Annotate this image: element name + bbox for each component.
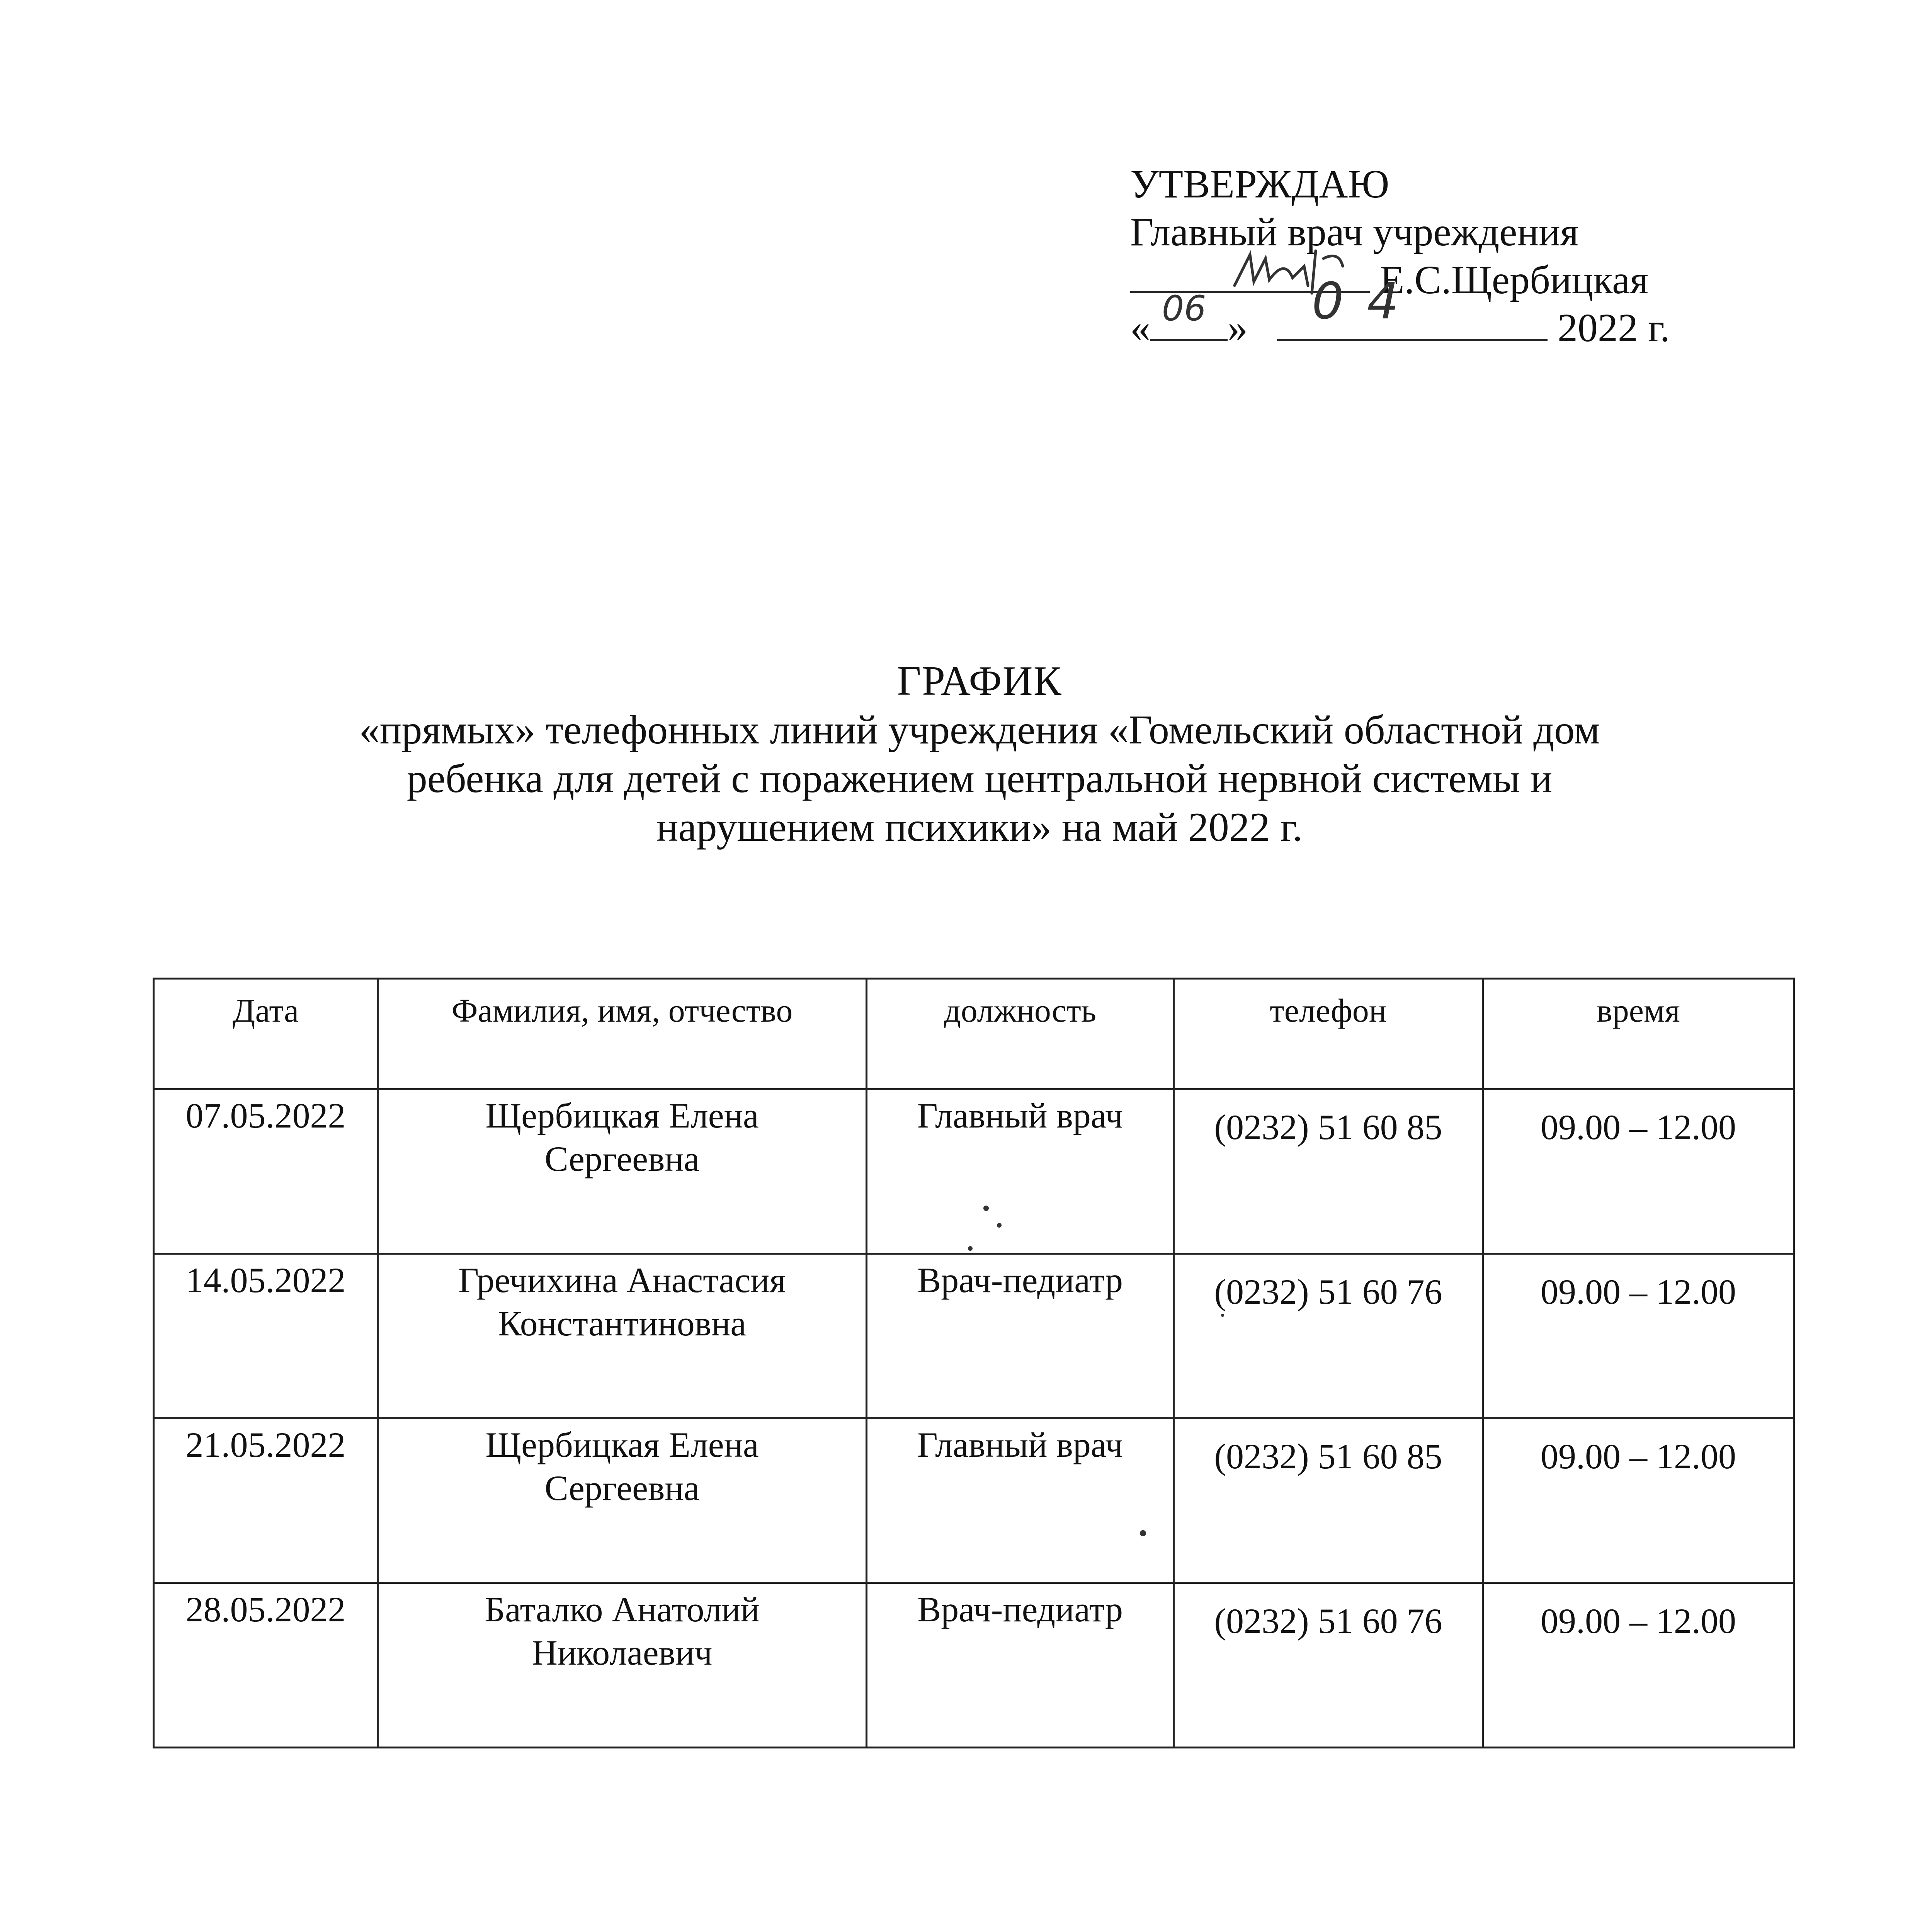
heading-line-2: ребенка для детей с поражением центральной нервной системы и: [406, 756, 1553, 801]
cell-time: 09.00 – 12.00: [1483, 1418, 1794, 1583]
document-title: ГРАФИК: [897, 658, 1062, 704]
quote-close: »: [1228, 306, 1248, 350]
table-row: [154, 1254, 1794, 1418]
cell-phone: (0232) 51 60 76: [1174, 1583, 1483, 1748]
scan-speck: [1140, 1530, 1146, 1536]
name-line-2: Сергеевна: [544, 1468, 700, 1508]
scan-speck: [997, 1223, 1002, 1228]
cell-date: 21.05.2022: [154, 1418, 378, 1583]
table-header-row: [154, 979, 1794, 1089]
cell-time: 09.00 – 12.00: [1483, 1254, 1794, 1418]
document-heading: [216, 657, 1743, 852]
scan-speck: [968, 1246, 973, 1251]
day-handwritten: 06: [1162, 288, 1206, 329]
cell-date: 07.05.2022: [154, 1089, 378, 1254]
header-time: время: [1483, 979, 1794, 1089]
cell-name: [378, 1254, 867, 1418]
approval-block: [1130, 160, 1787, 352]
cell-phone: (0232) 51 60 85: [1174, 1089, 1483, 1254]
cell-date: 28.05.2022: [154, 1583, 378, 1748]
cell-name: [378, 1583, 867, 1748]
table-row: [154, 1583, 1794, 1748]
table-row: [154, 1418, 1794, 1583]
name-line-1: Щербицкая Елена: [485, 1425, 759, 1464]
cell-position: Врач-педиатр: [867, 1254, 1174, 1418]
name-line-2: Константиновна: [498, 1304, 747, 1343]
approval-year: 2022 г.: [1558, 306, 1670, 350]
cell-position: Главный врач: [867, 1418, 1174, 1583]
quote-open: «: [1130, 306, 1150, 350]
header-date: Дата: [154, 979, 378, 1089]
heading-line-3: нарушением психики» на май 2022 г.: [656, 804, 1303, 850]
header-name: Фамилия, имя, отчество: [378, 979, 867, 1089]
cell-time: 09.00 – 12.00: [1483, 1583, 1794, 1748]
header-phone: телефон: [1174, 979, 1483, 1089]
scan-speck: [983, 1206, 989, 1211]
name-line-1: Щербицкая Елена: [485, 1096, 759, 1135]
cell-time: 09.00 – 12.00: [1483, 1089, 1794, 1254]
name-line-1: Баталко Анатолий: [485, 1590, 760, 1629]
day-blank: [1150, 288, 1228, 341]
schedule-table: [153, 978, 1795, 1748]
scan-speck: [1221, 1314, 1224, 1317]
approval-signature-line: [1130, 256, 1787, 304]
cell-date: 14.05.2022: [154, 1254, 378, 1418]
header-position: должность: [867, 979, 1174, 1089]
cell-position: Врач-педиатр: [867, 1583, 1174, 1748]
name-line-1: Гречихина Анастасия: [458, 1260, 786, 1300]
heading-line-1: «прямых» телефонных линий учреждения «Гомельский областной дом: [359, 707, 1600, 752]
name-line-2: Сергеевна: [544, 1139, 700, 1179]
cell-name: [378, 1089, 867, 1254]
cell-phone: (0232) 51 60 85: [1174, 1418, 1483, 1583]
month-handwritten: 04: [1312, 272, 1422, 330]
cell-position: Главный врач: [867, 1089, 1174, 1254]
approval-signatory: Е.С.Щербицкая: [1380, 258, 1649, 302]
table-row: [154, 1089, 1794, 1254]
approval-word: УТВЕРЖДАЮ: [1130, 162, 1389, 206]
approval-position: Главный врач учреждения: [1130, 210, 1579, 254]
month-blank: [1277, 272, 1548, 341]
cell-name: [378, 1418, 867, 1583]
cell-phone: (0232) 51 60 76: [1174, 1254, 1483, 1418]
name-line-2: Николаевич: [532, 1633, 713, 1672]
